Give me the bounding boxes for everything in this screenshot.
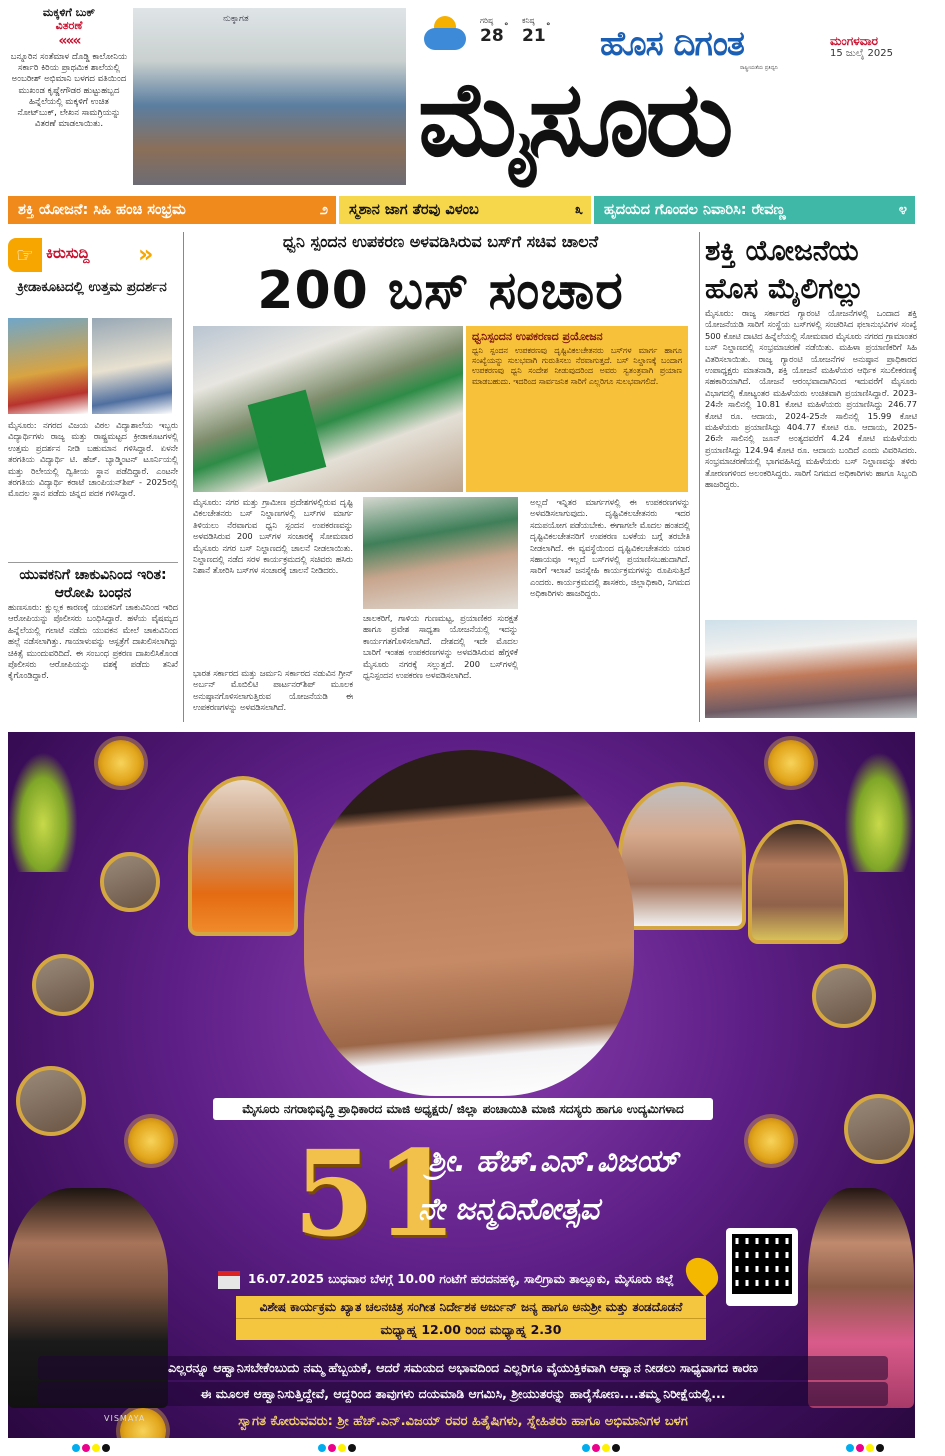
strip-page: ೪ (898, 202, 907, 218)
highlight-box-text: ಧ್ವನಿ ಸ್ಪಂದನ ಉಪಕರಣವು ದೃಷ್ಟಿವಿಕಲಚೇತನರು ಬಸ್‌ಗಳ ಮಾರ್ಗ ಹಾಗೂ ಸಂಖ್ಯೆಯನ್ನು ಸುಲಭವಾಗಿ ಗುರುತಿಸಲು ನೆರವಾಗುತ್ತದೆ. ಬಸ್ ನಿಲ್ದಾಣಕ್ಕೆ ಬಂದಾಗ ಉಪಕರಣವು ಧ್ವನಿ ಸಂದೇಶ ನೀಡುವುದರಿಂದ ಅವರು ಸ್ವತಂತ್ರವಾಗಿ ಪ್ರಯಾಣ ಮಾಡಬಹುದು. ಇದರಿಂದ ಸಾರ್ವಜನಿಕ ಸಾರಿಗೆ ಎಲ್ಲರಿಗೂ ಸುಲಭವಾಗಲಿದೆ. (472, 346, 682, 386)
min-temp-label: ಕನಿಷ್ಠ (522, 16, 535, 25)
ad-age-number: 51 (293, 1124, 458, 1263)
banana-bunch-icon (8, 752, 78, 872)
degree-symbol: ° (546, 22, 551, 32)
registration-marks (582, 1444, 622, 1455)
event-crowd-photo (363, 497, 518, 609)
issue-date: 15 ಜುಲೈ 2025 (830, 48, 893, 59)
women-passengers-photo (705, 620, 917, 718)
qr-code-pattern (732, 1234, 792, 1294)
birthday-person-portrait (304, 750, 634, 1096)
location-pin-icon (679, 1251, 724, 1296)
degree-symbol: ° (504, 22, 509, 32)
registration-marks (318, 1444, 358, 1455)
ad-invitation-line-1: ಎಲ್ಲರನ್ನೂ ಆಹ್ವಾನಿಸಬೇಕೆಂಬುದು ನಮ್ಮ ಹೆಬ್ಬಯಕೆ, ಆದರೆ ಸಮಯದ ಅಭಾವದಿಂದ ಎಲ್ಲರಿಗೂ ವೈಯುಕ್ತಿಕವಾಗಿ ಆಹ್ವಾನ ನೀಡಲು ಸಾಧ್ಯವಾಗದ ಕಾರಣ (38, 1356, 888, 1380)
brief-text-2: ಹುಣಸೂರು: ಕ್ಷುಲ್ಲಕ ಕಾರಣಕ್ಕೆ ಯುವಕನಿಗೆ ಚಾಕುವಿನಿಂದ ಇರಿದ ಆರೋಪಿಯನ್ನು ಪೊಲೀಸರು ಬಂಧಿಸಿದ್ದಾರೆ. ಹಳೆಯ ವೈಷಮ್ಯದ ಹಿನ್ನೆಲೆಯಲ್ಲಿ ಗಲಾಟೆ ನಡೆದು ಯುವಕನ ಮೇಲೆ ಚಾಕುವಿನಿಂದ ಹಲ್ಲೆ ನಡೆಸಲಾಗಿತ್ತು. ಗಾಯಾಳುವನ್ನು ಆಸ್ಪತ್ರೆಗೆ ದಾಖಲಿಸಲಾಗಿದ್ದು ಚಿಕಿತ್ಸೆ ಮುಂದುವರಿದಿದೆ. ಈ ಸಂಬಂಧ ಪ್ರಕರಣ ದಾಖಲಿಸಿಕೊಂಡ ಪೊಲೀಸರು ಆರೋಪಿಯನ್ನು ವಶಕ್ಕೆ ಪಡೆದು ತನಿಖೆ ಕೈಗೊಂಡಿದ್ದಾರೆ. (8, 602, 178, 681)
registration-marks (72, 1444, 112, 1455)
inside-pages-strip (8, 196, 915, 224)
registration-marks (846, 1444, 886, 1455)
marigold-icon (748, 1118, 794, 1164)
brand-tagline: ರಾಷ್ಟ್ರೀಯತೆಯ ಪ್ರತಿಧ್ವನಿ (740, 65, 778, 71)
main-story-text-1: ಮೈಸೂರು: ನಗರ ಮತ್ತು ಗ್ರಾಮೀಣ ಪ್ರದೇಶಗಳಲ್ಲಿರುವ ದೃಷ್ಟಿ ವಿಕಲಚೇತನರು ಬಸ್ ನಿಲ್ದಾಣಗಳಲ್ಲಿ ಬಸ್‌ಗಳ ಮಾರ್ಗ ತಿಳಿಯಲು ನೆರವಾಗುವ ಧ್ವನಿ ಸ್ಪಂದನ ಉಪಕರಣವನ್ನು ಅಳವಡಿಸಿರುವ 200 ಬಸ್‌ಗಳ ಸಂಚಾರಕ್ಕೆ ಸೋಮವಾರ ಮೈಸೂರು ನಗರ ಬಸ್ ನಿಲ್ದಾಣದಲ್ಲಿ ಚಾಲನೆ ನೀಡಲಾಯಿತು. ನಿಲ್ದಾಣದಲ್ಲಿ ನಡೆದ ಸರಳ ಕಾರ್ಯಕ್ರಮದಲ್ಲಿ ಸಚಿವರು ಹಸಿರು ನಿಶಾನೆ ತೋರಿಸಿ ಬಸ್‌ಗಳ ಸಂಚಾರಕ್ಕೆ ಚಾಲನೆ ನೀಡಿದರು. (193, 497, 353, 576)
brief-text-1: ಮೈಸೂರು: ನಗರದ ವಿಜಯ ವಿಠಲ ವಿದ್ಯಾಶಾಲೆಯ ಇಬ್ಬರು ವಿದ್ಯಾರ್ಥಿಗಳು ರಾಜ್ಯ ಮತ್ತು ರಾಷ್ಟ್ರಮಟ್ಟದ ಕ್ರೀಡಾಕೂಟಗಳಲ್ಲಿ ಉತ್ತಮ ಪ್ರದರ್ಶನ ನೀಡಿ ಬಹುಮಾನ ಗಳಿಸಿದ್ದಾರೆ. ಏಳನೇ ತರಗತಿಯ ವಿದ್ಯಾರ್ಥಿ ಟಿ. ಹೆಚ್. ಬ್ಯಾಡ್ಮಿಂಟನ್ ಟೂರ್ನಿಯಲ್ಲಿ ಮತ್ತು ರಿಲೇಯಲ್ಲಿ ದ್ವಿತೀಯ ಸ್ಥಾನ ಪಡೆದಿದ್ದಾರೆ. ಎಂಟನೇ ತರಗತಿಯ ವಿದ್ಯಾರ್ಥಿ ಕರಾಟೆ ಚಾಂಪಿಯನ್‌ಶಿಪ್ - 2025ರಲ್ಲಿ ಮೊದಲ ಸ್ಥಾನ ಪಡೆದು ಚಿನ್ನದ ಪದಕ ಗಳಿಸಿದ್ದಾರೆ. (8, 420, 178, 499)
leader-portrait (32, 954, 94, 1016)
strip-label: ಶಕ್ತಿ ಯೋಜನೆ: ಸಿಹಿ ಹಂಚಿ ಸಂಭ್ರಮ (18, 202, 186, 218)
strip-page: ೨ (319, 202, 328, 218)
student-photo-2 (92, 318, 172, 414)
brief-headline-1: ಕ್ರೀಡಾಕೂಟದಲ್ಲಿ ಉತ್ತಮ ಪ್ರದರ್ಶನ (17, 279, 167, 295)
main-story-text-2: ಭಾರತ ಸರ್ಕಾರದ ಮತ್ತು ಜರ್ಮನಿ ಸರ್ಕಾರದ ನಡುವಿನ ಗ್ರೀನ್ ಅರ್ಬನ್ ಮೊಬಿಲಿಟಿ ಪಾರ್ಟನರ್‌ಶಿಪ್ ಮೂಲಕ ಅನುಷ್ಠಾನಗೊಳಿಸಲಾಗುತ್ತಿರುವ ಯೋಜನೆಯಡಿ ಈ ಉಪಕರಣಗಳನ್ನು ಅಳವಡಿಸಲಾಗಿದೆ. (193, 668, 353, 713)
photo-sign-text: ನುಕ್ಕಾಗತ (223, 14, 249, 24)
main-story-text-4: ಅಲ್ಲದೆ ಇನ್ನಿತರ ಮಾರ್ಗಗಳಲ್ಲಿ ಈ ಉಪಕರಣಗಳನ್ನು ಅಳವಡಿಸಲಾಗುವುದು. ದೃಷ್ಟಿವಿಕಲಚೇತನರು ಇದರ ಸದುಪಯೋಗ ಪಡೆಯಬೇಕು. ಈಗಾಗಲೇ ಮೊದಲ ಹಂತದಲ್ಲಿ ದೃಷ್ಟಿವಿಕಲಚೇತನರಿಗೆ ಉಪಕರಣ ಬಳಕೆಯ ಬಗ್ಗೆ ತರಬೇತಿ ನೀಡಲಾಗಿದೆ. ಈ ವ್ಯವಸ್ಥೆಯಿಂದ ದೃಷ್ಟಿವಿಕಲಚೇತನರು ಯಾರ ಸಹಾಯವೂ ಇಲ್ಲದೆ ಬಸ್‌ಗಳಲ್ಲಿ ಪ್ರಯಾಣಿಸಬಹುದಾಗಿದೆ. ಸಾರಿಗೆ ಇಲಾಖೆ ಜನಸ್ನೇಹಿ ಕಾರ್ಯಕ್ರಮಗಳನ್ನು ರೂಪಿಸುತ್ತಿದೆ ಎಂದರು. ಕಾರ್ಯಕ್ರಮದಲ್ಲಿ ಶಾಸಕರು, ಜಿಲ್ಲಾಧಿಕಾರಿ, ನಿಗಮದ ಅಧಿಕಾರಿಗಳು ಹಾಜರಿದ್ದರು. (530, 497, 690, 599)
strip-item-1[interactable] (8, 196, 336, 224)
swamiji-portrait (188, 776, 298, 936)
right-story-headline: ಶಕ್ತಿ ಯೋಜನೆಯ ಹೊಸ ಮೈಲಿಗಲ್ಲು (705, 234, 864, 305)
briefs-section-label (8, 238, 168, 272)
ad-date-venue-text: 16.07.2025 ಬುಧವಾರ ಬೆಳಗ್ಗೆ 10.00 ಗಂಟೆಗೆ ಹರದನಹಳ್ಳಿ, ಸಾಲಿಗ್ರಾಮ ತಾಲ್ಲೂಕು, ಮೈಸೂರು ಜಿಲ್ಲೆ (248, 1272, 674, 1286)
flag-graphic (248, 390, 327, 483)
main-story-kicker: ಧ್ವನಿ ಸ್ಪಂದನ ಉಪಕರಣ ಅಳವಡಿಸಿರುವ ಬಸ್‌ಗೆ ಸಚಿವ ಚಾಲನೆ (282, 232, 599, 251)
leader-portrait (100, 852, 160, 912)
student-photo-1 (8, 318, 88, 414)
ad-special-programme: ವಿಶೇಷ ಕಾರ್ಯಕ್ರಮ ಖ್ಯಾತ ಚಲನಚಿತ್ರ ಸಂಗೀತ ನಿರ್ದೇಶಕ ಅರ್ಜುನ್ ಜನ್ಯ ಹಾಗೂ ಅನುಶ್ರೀ ಮತ್ತು ತಂಡದೊಡನೆ (236, 1296, 706, 1318)
edition-city-title: ಮೈಸೂರು (418, 58, 730, 180)
highlight-box-title: ಧ್ವನಿಸ್ಪಂದನ ಉಪಕರಣದ ಪ್ರಯೋಜನ (472, 330, 603, 343)
top-left-brief (10, 6, 128, 186)
max-temp-label: ಗರಿಷ್ಠ (480, 16, 494, 25)
strip-label: ಸ್ಮಶಾನ ಜಾಗ ತೆರವು ವಿಳಂಬ (349, 202, 479, 218)
brief-text: ಬನ್ನೂರಿನ ಸಂತೆಮಾಳ ದೊಡ್ಡಿ ಕಾಲೋನಿಯ ಸರ್ಕಾರಿ ಕಿರಿಯ ಪ್ರಾಥಮಿಕ ಶಾಲೆಯಲ್ಲಿ ಅಂಬರೀಶ್ ಅಭಿಮಾನಿ ಬಳಗದ ವತಿಯಿಂದ ಮುಖಂಡ ಕೃಷ್ಣೇಗೌಡರ ಹುಟ್ಟುಹಬ್ಬದ ಹಿನ್ನೆಲೆಯಲ್ಲಿ ಮಕ್ಕಳಿಗೆ ಉಚಿತ ನೋಟ್‌ಬುಕ್, ಲೇಖನ ಸಾಮಗ್ರಿಯನ್ನು ವಿತರಣೆ ಮಾಡಲಾಯಿತು. (10, 52, 128, 130)
lady-leader-portrait (748, 820, 848, 944)
ad-invitation-text (38, 1356, 888, 1408)
ad-person-name: ಶ್ರೀ. ಹೆಚ್.ಎನ್.ವಿಜಯ್ (428, 1144, 679, 1179)
banana-bunch-icon (844, 752, 914, 872)
marigold-icon (128, 1118, 174, 1164)
strip-item-3[interactable] (594, 196, 915, 224)
brief-headline-2: ಯುವಕನಿಗೆ ಚಾಕುವಿನಿಂದ ಇರಿತ: ಆರೋಪಿ ಬಂಧನ (8, 562, 178, 602)
bus-flagoff-photo (193, 326, 463, 492)
ad-festival-title: ನೇ ಜನ್ಮದಿನೋತ್ಸವ (418, 1192, 599, 1227)
school-children-photo (133, 8, 406, 185)
column-rule (183, 232, 184, 722)
column-rule (699, 232, 700, 722)
pointing-hand-icon: ☞ (8, 238, 42, 272)
min-temp: 21 (522, 26, 546, 46)
qr-code[interactable] (726, 1228, 798, 1306)
leader-portrait (812, 964, 876, 1028)
marigold-icon (768, 740, 814, 786)
ad-welcome-line: ಸ್ವಾಗತ ಕೋರುವವರು: ಶ್ರೀ ಹೆಚ್.ಎನ್.ವಿಜಯ್ ರವರ ಹಿತೈಷಿಗಳು, ಸ್ನೇಹಿತರು ಹಾಗೂ ಅಭಿಮಾನಿಗಳ ಬಳಗ (238, 1414, 688, 1429)
calendar-icon (218, 1271, 240, 1289)
day-name: ಮಂಗಳವಾರ (830, 34, 879, 48)
ad-subtitle: ಮೈಸೂರು ನಗರಾಭಿವೃದ್ಧಿ ಪ್ರಾಧಿಕಾರದ ಮಾಜಿ ಅಧ್ಯಕ್ಷರು/ ಜಿಲ್ಲಾ ಪಂಚಾಯಿತಿ ಮಾಜಿ ಸದಸ್ಯರು ಹಾಗೂ ಉದ್ಯಮಿಗಳಾದ (213, 1098, 713, 1120)
leader-portrait-large (618, 782, 746, 930)
briefs-column (8, 234, 178, 722)
ad-invitation-line-2: ಈ ಮೂಲಕ ಆಹ್ವಾನಿಸುತ್ತಿದ್ದೇವೆ, ಆದ್ದರಿಂದ ತಾವುಗಳು ದಯಮಾಡಿ ಆಗಮಿಸಿ, ಶ್ರೀಯುತರನ್ನು ಹಾರೈಸೋಣ....ತಮ್ಮ ನಿರೀಕ್ಷೆಯಲ್ಲಿ... (38, 1382, 888, 1406)
strip-item-2[interactable] (339, 196, 591, 224)
cloud-icon (424, 28, 466, 50)
leader-portrait (16, 1066, 86, 1136)
main-story-text-3: ಚಾಲಕರಿಗೆ, ಗಾಳಿಯ ಗುಣಮಟ್ಟ, ಪ್ರಯಾಣಿಕರ ಸುರಕ್ಷತೆ ಹಾಗೂ ಪ್ರವೇಶ ಸಾಧ್ಯತಾ ಯೋಜನೆಯಲ್ಲಿ ಇದನ್ನು ಕಾರ್ಯಗತಗೊಳಿಸಲಾಗಿದೆ. ದೇಶದಲ್ಲಿ ಇದೇ ಮೊದಲ ಬಾರಿಗೆ ಇಂತಹ ಉಪಕರಣಗಳನ್ನು ಅಳವಡಿಸಿರುವ ಹೆಗ್ಗಳಿಕೆ ಮೈಸೂರು ನಗರಕ್ಕೆ ಸಲ್ಲುತ್ತದೆ. 200 ಬಸ್‌ಗಳಲ್ಲಿ ಧ್ವನಿಸ್ಪಂದನ ಉಪಕರಣ ಅಳವಡಿಸಲಾಗಿದೆ. (363, 613, 518, 681)
arrows-icon: ««« (58, 33, 80, 49)
ad-programme-time: ಮಧ್ಯಾಹ್ನ 12.00 ರಿಂದ ಮಧ್ಯಾಹ್ನ 2.30 (236, 1318, 706, 1340)
strip-label: ಹೃದಯದ ಗೊಂದಲ ನಿವಾರಿಸಿ: ರೇವಣ್ಣ (604, 202, 786, 218)
brief-kicker: ಮಕ್ಕಳಿಗೆ ಬುಕ್ ವಿತರಣೆ (42, 6, 96, 32)
highlight-box (466, 326, 688, 492)
birthday-advertisement (8, 732, 915, 1438)
brand-text: ಹೊಸ ದಿಗಂತ (600, 24, 744, 64)
briefs-label-text: ಕಿರುಸುದ್ದಿ (46, 244, 90, 262)
ad-date-venue (218, 1268, 678, 1290)
strip-page: ೩ (574, 202, 583, 218)
main-story-headline: 200 ಬಸ್ ಸಂಚಾರ (257, 261, 624, 321)
leader-portrait (844, 1094, 914, 1164)
agency-logo: VISMAYA (104, 1414, 146, 1423)
chevrons-icon: » (138, 240, 154, 268)
right-story-text: ಮೈಸೂರು: ರಾಜ್ಯ ಸರ್ಕಾರದ ಗ್ಯಾರಂಟಿ ಯೋಜನೆಗಳಲ್ಲಿ ಒಂದಾದ ಶಕ್ತಿ ಯೋಜನೆಯಡಿ ಸಾರಿಗೆ ಸಂಸ್ಥೆಯ ಬಸ್‌ಗಳಲ್ಲಿ ಸಂಚರಿಸಿದ ಫಲಾನುಭವಿಗಳ ಸಂಖ್ಯೆ 500 ಕೋಟಿ ದಾಟಿದ ಹಿನ್ನೆಲೆಯಲ್ಲಿ ಸೋಮವಾರ ಮೈಸೂರು ನಗರದ ಗ್ರಾಮಾಂತರ ಬಸ್ ನಿಲ್ದಾಣದಲ್ಲಿ ಸಂಭ್ರಮಾಚರಣೆ ನಡೆಯಿತು. ಮಹಿಳಾ ಪ್ರಯಾಣಿಕರಿಗೆ ಸಿಹಿ ವಿತರಿಸಲಾಯಿತು. ರಾಜ್ಯ ಗ್ಯಾರಂಟಿ ಯೋಜನೆಗಳ ಅನುಷ್ಠಾನ ಪ್ರಾಧಿಕಾರದ ಉಪಾಧ್ಯಕ್ಷರು ಮಾತನಾಡಿ, ಶಕ್ತಿ ಯೋಜನೆ ಮಹಿಳೆಯರ ಆರ್ಥಿಕ ಸಬಲೀಕರಣಕ್ಕೆ ಸಹಕಾರಿಯಾಗಿದೆ. ಯೋಜನೆ ಆರಂಭವಾದಾಗಿನಿಂದ ಇದುವರೆಗೆ ಮೈಸೂರು ವಿಭಾಗದಲ್ಲಿ ಕೋಟ್ಯಂತರ ಮಹಿಳೆಯರು ಉಚಿತವಾಗಿ ಪ್ರಯಾಣಿಸಿದ್ದಾರೆ. 2023-24ನೇ ಸಾಲಿನಲ್ಲಿ 10.81 ಕೋಟಿ ಮಹಿಳೆಯರು ಪ್ರಯಾಣಿಸಿದ್ದು 246.77 ಕೋಟಿ ರೂ. ಆದಾಯ, 2024-25ನೇ ಸಾಲಿನಲ್ಲಿ 15.99 ಕೋಟಿ ಮಹಿಳೆಯರು ಪ್ರಯಾಣಿಸಿದ್ದು 404.77 ಕೋಟಿ ರೂ. ಆದಾಯ, 2025-26ನೇ ಸಾಲಿನಲ್ಲಿ ಜೂನ್ ಅಂತ್ಯದವರೆಗೆ 4.24 ಕೋಟಿ ಮಹಿಳೆಯರು ಪ್ರಯಾಣಿಸಿದ್ದು 124.94 ಕೋಟಿ ರೂ. ಆದಾಯ ಬಂದಿದೆ ಎಂದು ವಿವರಿಸಿದರು. ಸಂಭ್ರಮಾಚರಣೆಯಲ್ಲಿ ಭಾಗವಹಿಸಿದ್ದ ಮಹಿಳೆಯರು ಬಸ್ ನಿಲ್ದಾಣವನ್ನು ತಳಿರು ತೋರಣಗಳಿಂದ ಅಲಂಕರಿಸಿದ್ದರು. ಸಾರಿಗೆ ನಿಗಮದ ಅಧಿಕಾರಿಗಳು ಹಾಗೂ ಸಿಬ್ಬಂದಿ ಹಾಜರಿದ್ದರು. (705, 308, 917, 490)
marigold-icon (98, 740, 144, 786)
max-temp: 28 (480, 26, 504, 46)
